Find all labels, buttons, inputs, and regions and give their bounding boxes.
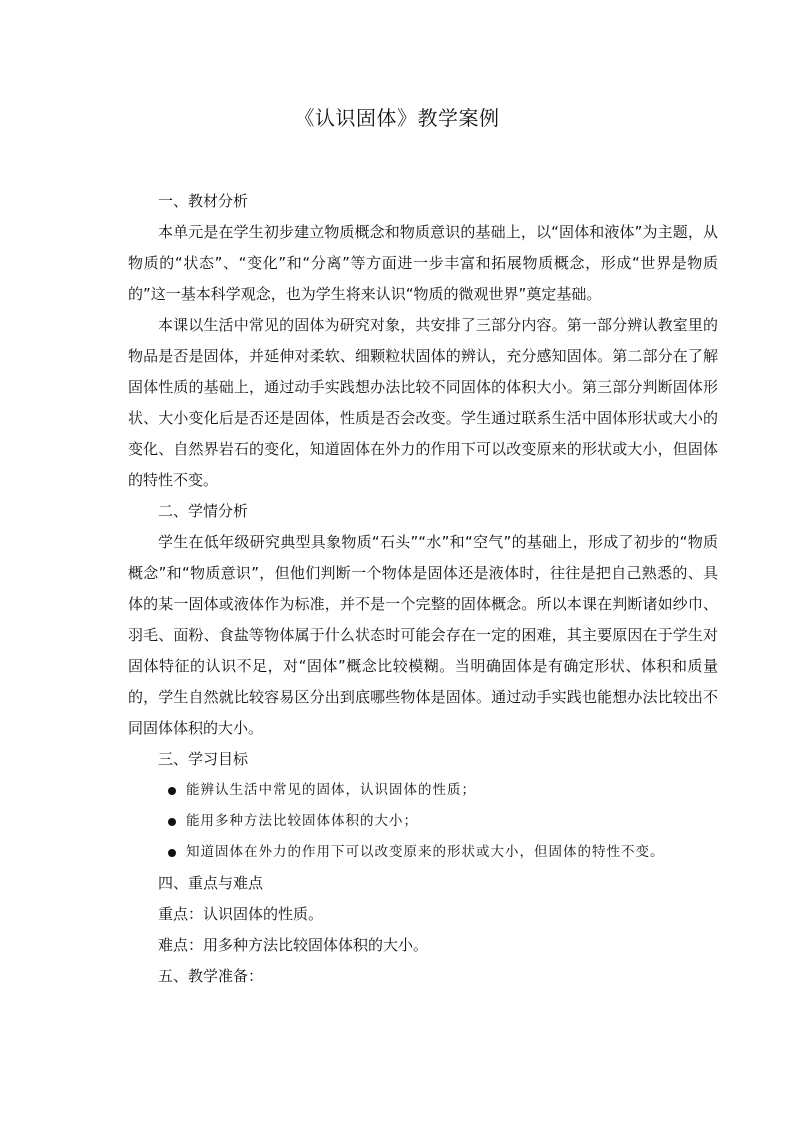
- section-heading-students: 二、学情分析: [158, 502, 249, 520]
- section-heading-materials: 一、教材分析: [158, 192, 249, 210]
- paragraph-materials-2: 本课以生活中常见的固体为研究对象，共安排了三部分内容。第一部分辨认教室里的物品是否是固体，并延伸对柔软、细颗粒状固体的辨认，充分感知固体。第二部分在了解固体性质的基础上，通过动手实践想办法比较不同固体的体积大小。第三部分判断固体形状、大小变化后是否还是固体，性质是否会改变。学生通过联系生活中固体形状或大小的变化、自然界岩石的变化，知道固体在外力的作用下可以改变原来的形状或大小，但固体的特性不变。: [128, 316, 718, 489]
- list-item: [168, 775, 718, 806]
- paragraph-students-1: 学生在低年级研究典型具象物质“石头”“水”和“空气”的基础上，形成了初步的“物质概念”和“物质意识”，但他们判断一个物体是固体还是液体时，往往是把自己熟悉的、具体的某一固体或液体作为标准，并不是一个完整的固体概念。所以本课在判断诸如纱巾、羽毛、面粉、食盐等物体属于什么状态时可能会存在一定的困难，其主要原因在于学生对固体特征的认识不足，对“固体”概念比较模糊。当明确固体是有确定形状、体积和质量的，学生自然就比较容易区分出到底哪些物体是固体。通过动手实践也能想办法比较出不同固体体积的大小。: [128, 533, 718, 737]
- goal-text: 能辨认生活中常见的固体，认识固体的性质；: [186, 782, 476, 798]
- paragraph-materials-1: 本单元是在学生初步建立物质概念和物质意识的基础上，以“固体和液体”为主题，从物质的“状态”、“变化”和“分离”等方面进一步丰富和拓展物质概念，形成“世界是物质的”这一基本科学观念，也为学生将来认识“物质的微观世界”奠定基础。: [128, 223, 718, 303]
- bullet-icon: [168, 818, 176, 826]
- bullet-icon: [168, 787, 176, 795]
- section-heading-key-points: 四、重点与难点: [158, 874, 264, 892]
- document-body: [128, 186, 718, 992]
- bullet-icon: [168, 849, 176, 857]
- key-point-text: 重点：认识固体的性质。: [158, 905, 324, 923]
- section-heading-preparation: 五、教学准备：: [158, 967, 264, 985]
- section-heading-goals: 三、学习目标: [158, 750, 249, 768]
- list-item: [168, 837, 718, 868]
- difficulty-text: 难点：用多种方法比较固体体积的大小。: [158, 936, 429, 954]
- goal-text: 知道固体在外力的作用下可以改变原来的形状或大小，但固体的特性不变。: [186, 844, 665, 860]
- goal-text: 能用多种方法比较固体体积的大小；: [186, 813, 418, 829]
- document-title: 《认识固体》教学案例: [294, 106, 500, 130]
- list-item: [168, 806, 718, 837]
- goals-list: [128, 775, 718, 868]
